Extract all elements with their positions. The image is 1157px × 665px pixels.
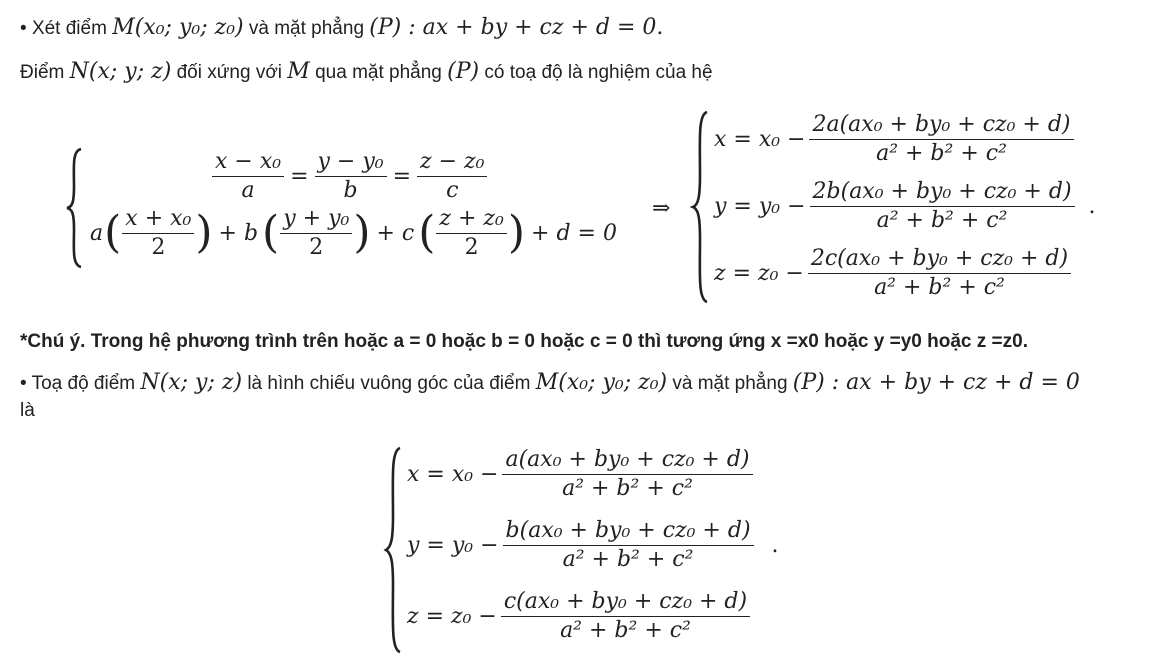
right-system-brace (690, 110, 710, 304)
symmetric-point-line (20, 59, 713, 84)
system2-x: x = x₀ − $\frac{\text{a(ax₀ + by₀ + cz₀ + d)}}{\text{a² + b² + c²}}$ (407, 446, 753, 502)
line2-text-3: qua mặt phẳng (315, 62, 442, 83)
system2-z: z = z₀ − $\frac{\text{c(ax₀ + by₀ + cz₀ + d)}}{\text{a² + b² + c²}}$ (407, 588, 750, 644)
line2-text-2: đối xứng với (176, 62, 283, 83)
projection-line-end: là (20, 400, 35, 421)
intro-line (20, 15, 663, 40)
plane-label: (P) (447, 59, 480, 84)
implies-arrow: ⇒ (652, 196, 671, 221)
left-brace-system1 (64, 147, 84, 269)
intro-text-1: Xét điểm (31, 18, 107, 39)
note-text: *Chú ý. Trong hệ phương trình trên hoặc a = 0 hoặc b = 0 hoặc c = 0 thì tương ứng x =x0 hoặc y =y0 hoặc z =z0. (20, 331, 1028, 352)
plane-equation: (P) : ax + by + cz + d = 0. (369, 15, 664, 40)
system1-rhs-z: z = z₀ − $\frac{\text{2c(ax₀ + by₀ + cz₀ + d)}}{\text{a² + b² + c²}}$ (714, 245, 1071, 301)
plane-equation-2: (P) : ax + by + cz + d = 0 (792, 370, 1080, 395)
system1-rhs-x: x = x₀ − $\frac{\text{2a(ax₀ + by₀ + cz₀ + d)}}{\text{a² + b² + c²}}$ (714, 111, 1074, 167)
projection-line: • Toạ độ điểm N(x; y; z) là hình chiếu vuông góc của điểm M(x₀; y₀; z₀) và mặt phẳng (P) : ax + by + cz + d = 0 (20, 370, 1080, 395)
fraction-z: $\frac{\text{z − z₀}}{c}$ (417, 148, 487, 204)
system1-rhs-y: y = y₀ − $\frac{\text{2b(ax₀ + by₀ + cz₀ + d)}}{\text{a² + b² + c²}}$ . (714, 179, 1096, 233)
system1-eq1: $\frac{\text{x − x₀}}{a}$ = $\frac{\text{y − y₀}}{b}$ = $\frac{\text{z − z₀}}{c}$ (212, 148, 487, 204)
point-M-coords-2: M(x₀; y₀; z₀) (535, 370, 668, 395)
point-M-label: M (287, 59, 310, 84)
point-N-coords-2: N(x; y; z) (140, 370, 243, 395)
fraction-y: $\frac{\text{y − y₀}}{b}$ (315, 148, 387, 204)
point-N-coords: N(x; y; z) (69, 59, 172, 84)
fraction-x: $\frac{\text{x − x₀}}{a}$ (212, 148, 284, 204)
intro-text-2: và mặt phẳng (248, 18, 365, 39)
left-brace-system2 (383, 446, 403, 654)
line2-text-4: có toạ độ là nghiệm của hệ (484, 62, 713, 83)
line2-text-1: Điểm (20, 62, 65, 83)
bullet: • (20, 18, 27, 39)
system1-eq2: a ( $\frac{\text{x + x₀}}{2}$ ) + b ( $\frac{\text{y + y₀}}{2}$ ) + c ( $\frac{\text{z + z₀}}{2}$ ) + d = 0 (90, 206, 617, 260)
point-M-coords: M(x₀; y₀; z₀) (112, 15, 244, 40)
system2-y: y = y₀ − $\frac{\text{b(ax₀ + by₀ + cz₀ + d)}}{\text{a² + b² + c²}}$ . (407, 518, 779, 572)
